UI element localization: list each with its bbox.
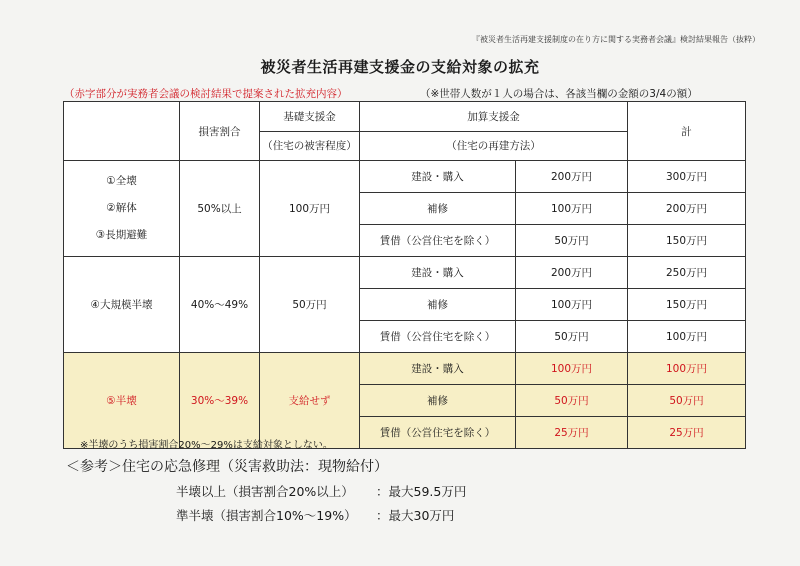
method-repair: 補修 xyxy=(360,289,516,321)
category-label: ③長期避難 xyxy=(95,229,148,241)
total-amount-cell: 250万円 xyxy=(628,257,746,289)
header-basic: 基礎支援金 xyxy=(260,102,360,132)
damage-ratio-cell: 50%以上 xyxy=(180,161,260,257)
reference-item-label: 準半壊（損害割合10%～19%） xyxy=(176,508,357,523)
total-amount-cell: 100万円 xyxy=(628,321,746,353)
basic-amount-cell: 50万円 xyxy=(260,257,360,353)
exclusion-note: ※半壊のうち損害割合20%～29%は支給対象としない。 xyxy=(80,440,333,451)
method-rent: 賃借（公営住宅を除く） xyxy=(360,417,516,449)
method-repair: 補修 xyxy=(360,385,516,417)
reference-item-value: ：最大30万円 xyxy=(376,508,455,523)
method-rent: 賃借（公営住宅を除く） xyxy=(360,321,516,353)
category-label: ①全壊 xyxy=(106,175,137,187)
reference-heading: ＜参考＞住宅の応急修理（災害救助法：現物給付） xyxy=(66,459,388,475)
total-amount-cell: 200万円 xyxy=(628,193,746,225)
additional-amount-cell: 50万円 xyxy=(516,321,628,353)
additional-amount-cell: 100万円 xyxy=(516,353,628,385)
basic-amount-cell: 100万円 xyxy=(260,161,360,257)
method-rent: 賃借（公営住宅を除く） xyxy=(360,225,516,257)
method-build: 建設・購入 xyxy=(360,353,516,385)
additional-amount-cell: 25万円 xyxy=(516,417,628,449)
category-half-destruction: ⑤半壊 xyxy=(64,353,180,449)
method-build: 建設・購入 xyxy=(360,257,516,289)
total-amount-cell: 150万円 xyxy=(628,225,746,257)
additional-amount-cell: 100万円 xyxy=(516,289,628,321)
additional-amount-cell: 50万円 xyxy=(516,225,628,257)
total-amount-cell: 25万円 xyxy=(628,417,746,449)
header-damage-ratio: 損害割合 xyxy=(180,102,260,161)
additional-amount-cell: 50万円 xyxy=(516,385,628,417)
total-amount-cell: 50万円 xyxy=(628,385,746,417)
header-additional: 加算支援金 xyxy=(360,102,628,132)
damage-ratio-cell: 40%～49% xyxy=(180,257,260,353)
total-amount-cell: 100万円 xyxy=(628,353,746,385)
category-large-scale-half: ④大規模半壊 xyxy=(64,257,180,353)
additional-amount-cell: 200万円 xyxy=(516,257,628,289)
category-full-destruction xyxy=(64,161,180,257)
header-total: 計 xyxy=(628,102,746,161)
reference-item-label: 半壊以上（損害割合20%以上） xyxy=(176,484,354,499)
header-basic-sub: （住宅の被害程度） xyxy=(260,131,360,161)
page-title: 被災者生活再建支援金の支給対象の拡充 xyxy=(260,58,540,76)
source-caption: 『被災者生活再建支援制度の在り方に関する実務者会議』検討結果報告（抜粋） xyxy=(472,35,760,44)
additional-amount-cell: 100万円 xyxy=(516,193,628,225)
header-additional-sub: （住宅の再建方法） xyxy=(360,131,628,161)
category-label: ②解体 xyxy=(106,202,137,214)
total-amount-cell: 150万円 xyxy=(628,289,746,321)
reference-item-value: ：最大59.5万円 xyxy=(376,484,467,499)
damage-ratio-cell: 30%～39% xyxy=(180,353,260,449)
additional-amount-cell: 200万円 xyxy=(516,161,628,193)
total-amount-cell: 300万円 xyxy=(628,161,746,193)
method-build: 建設・購入 xyxy=(360,161,516,193)
expansion-note: （赤字部分が実務者会議の検討結果で提案された拡充内容） xyxy=(64,88,348,100)
single-household-note: （※世帯人数が１人の場合は、各該当欄の金額の3/4の額） xyxy=(420,88,698,100)
method-repair: 補修 xyxy=(360,193,516,225)
basic-amount-cell: 支給せず xyxy=(260,353,360,449)
support-table xyxy=(63,101,746,449)
header-blank xyxy=(64,102,180,161)
